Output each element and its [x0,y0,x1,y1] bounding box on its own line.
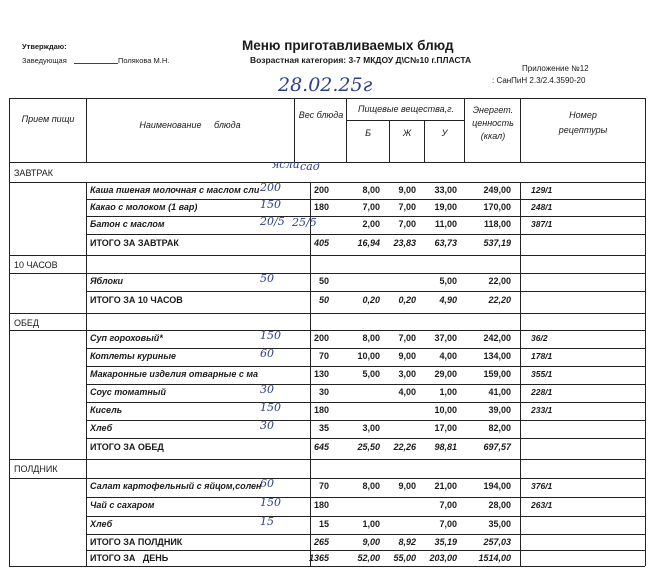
total-weight: 50 [318,295,329,305]
protein-value: 3,00 [362,423,380,433]
total-fat: 0,20 [398,295,416,305]
total-weight: 1365 [308,553,329,563]
section-breakfast: ЗАВТРАК [14,168,53,178]
header-nutrients: Пищевые вещества,г. [357,104,455,114]
recipe-number: 248/1 [531,202,553,212]
fat-value: 7,00 [398,333,416,343]
header-dish: Наименование блюда [139,120,241,130]
handwritten-portion: 150 [260,496,281,509]
handwritten-date: 28.02.25г [278,74,373,96]
section-lunch: ОБЕД [14,318,40,328]
carb-value: 7,00 [439,519,457,529]
total-protein: 52,00 [357,553,380,563]
protein-value: 1,00 [362,519,380,529]
carb-value: 4,00 [439,351,457,361]
dish-name: Хлеб [90,519,113,529]
total-protein: 16,94 [357,238,380,248]
dish-weight: 50 [318,276,329,286]
energy-value: 35,00 [488,519,511,529]
carb-value: 17,00 [434,423,457,433]
total-carb: 4,90 [439,295,457,305]
approve-name: Полякова М.Н. [118,56,170,65]
section-ten: 10 ЧАСОВ [14,260,58,270]
dish-weight: 70 [318,351,329,361]
energy-value: 28,00 [488,500,511,510]
total-label: ИТОГО ЗА ЗАВТРАК [90,238,179,248]
dish-name: Котлеты куриные [90,351,177,361]
carb-value: 11,00 [434,219,457,229]
total-fat: 8,92 [398,537,416,547]
handwritten-note-nursery: ясли [272,158,300,171]
dish-weight: 35 [318,423,329,433]
approve-position: Заведующая [22,56,67,65]
section-snack: ПОЛДНИК [14,464,58,474]
recipe-number: 263/1 [531,500,553,510]
dish-name: Какао с молоком (1 вар) [90,202,198,212]
energy-value: 194,00 [483,481,511,491]
handwritten-portion: 15 [260,515,274,528]
fat-value: 9,00 [398,185,416,195]
total-carb: 98,81 [434,442,457,452]
handwritten-portion: 30 [260,383,274,396]
signature-line [74,63,118,64]
handwritten-portion: 20/5 [260,215,285,228]
dish-weight: 130 [313,369,329,379]
total-energy: 537,19 [483,238,511,248]
carb-value: 10,00 [434,405,457,415]
dish-weight: 180 [313,202,329,212]
dish-weight: 180 [313,500,329,510]
energy-value: 118,00 [483,219,511,229]
total-energy: 22,20 [488,295,511,305]
page-subtitle: Возрастная категория: 3-7 МКДОУ Д\С№10 г.ПЛАСТА [250,55,472,65]
dish-name: Хлеб [90,423,113,433]
dish-name: Чай с сахаром [90,500,155,510]
carb-value: 19,00 [434,202,457,212]
recipe-number: 129/1 [531,185,553,195]
fat-value: 9,00 [398,481,416,491]
protein-value: 8,00 [362,481,380,491]
dish-name: Кисель [90,405,123,415]
carb-value: 7,00 [439,500,457,510]
fat-value: 3,00 [398,369,416,379]
carb-value: 1,00 [439,387,457,397]
dish-name: Макаронные изделия отварные с ма [90,369,259,379]
dish-name: Батон с маслом [90,219,165,229]
recipe-number: 228/1 [531,387,553,397]
total-protein: 25,50 [357,442,380,452]
dish-weight: 200 [313,185,329,195]
protein-value: 5,00 [362,369,380,379]
energy-value: 82,00 [488,423,511,433]
header-b: Б [365,128,371,138]
total-label: ИТОГО ЗА 10 ЧАСОВ [90,295,183,305]
protein-value: 2,00 [362,219,380,229]
handwritten-portion-alt: 25/5 [292,216,317,229]
total-label: ИТОГО ЗА ДЕНЬ [90,553,169,563]
dish-name: Каша пшеная молочная с маслом сли [90,185,260,195]
dish-weight: 200 [313,333,329,343]
total-fat: 55,00 [393,553,416,563]
recipe-number: 178/1 [531,351,553,361]
energy-value: 22,00 [488,276,511,286]
header-meal: Прием пищи [21,114,75,124]
handwritten-portion: 60 [260,347,274,360]
fat-value: 7,00 [398,202,416,212]
handwritten-portion: 60 [260,477,274,490]
total-energy: 697,57 [483,442,511,452]
total-carb: 35,19 [434,537,457,547]
energy-value: 170,00 [483,202,511,212]
energy-value: 39,00 [488,405,511,415]
sanpin-label: : СанПиН 2.3/2.4.3590-20 [492,76,586,85]
total-weight: 645 [313,442,329,452]
header-zh: Ж [402,128,412,138]
carb-value: 33,00 [434,185,457,195]
handwritten-portion: 200 [260,181,281,194]
recipe-number: 233/1 [531,405,553,415]
total-protein: 0,20 [362,295,380,305]
header-u: У [441,128,448,138]
energy-value: 242,00 [483,333,511,343]
header-energy: Энергет. ценность (ккал) [472,105,514,141]
recipe-number: 355/1 [531,369,553,379]
protein-value: 8,00 [362,185,380,195]
carb-value: 5,00 [439,276,457,286]
dish-weight: 15 [318,519,329,529]
total-carb: 63,73 [434,238,457,248]
handwritten-portion: 150 [260,401,281,414]
total-carb: 203,00 [429,553,457,563]
dish-name: Соус томатный [90,387,166,397]
total-label: ИТОГО ЗА ОБЕД [90,442,164,452]
fat-value: 4,00 [398,387,416,397]
recipe-number: 36/2 [531,333,548,343]
total-energy: 1514,00 [478,553,511,563]
appendix-label: Приложение №12 [522,64,589,73]
energy-value: 41,00 [488,387,511,397]
approve-label: Утверждаю: [22,42,67,51]
total-fat: 23,83 [393,238,416,248]
handwritten-portion: 150 [260,198,281,211]
dish-weight: 30 [318,387,329,397]
total-protein: 9,00 [362,537,380,547]
protein-value: 7,00 [362,202,380,212]
dish-name: Салат картофельный с яйцом,солен [90,481,262,491]
dish-name: Яблоки [90,276,124,286]
total-weight: 405 [313,238,329,248]
dish-weight: 70 [318,481,329,491]
total-fat: 22,26 [393,442,416,452]
carb-value: 21,00 [434,481,457,491]
carb-value: 37,00 [434,333,457,343]
fat-value: 9,00 [398,351,416,361]
handwritten-portion: 150 [260,329,281,342]
protein-value: 10,00 [357,351,380,361]
header-recipe: Номер рецептуры [558,110,608,135]
handwritten-portion: 30 [260,419,274,432]
protein-value: 8,00 [362,333,380,343]
page-title: Меню приготавливаемых блюд [242,38,454,53]
header-weight: Вес блюда [298,110,344,120]
total-energy: 257,03 [483,537,511,547]
fat-value: 7,00 [398,219,416,229]
energy-value: 159,00 [483,369,511,379]
handwritten-portion: 50 [260,272,274,285]
recipe-number: 376/1 [531,481,553,491]
dish-name: Суп гороховый* [90,333,163,343]
recipe-number: 387/1 [531,219,553,229]
handwritten-note-garden: сад [300,160,320,173]
dish-weight: 180 [313,405,329,415]
total-weight: 265 [313,537,329,547]
carb-value: 29,00 [434,369,457,379]
energy-value: 134,00 [483,351,511,361]
total-label: ИТОГО ЗА ПОЛДНИК [90,537,183,547]
energy-value: 249,00 [483,185,511,195]
